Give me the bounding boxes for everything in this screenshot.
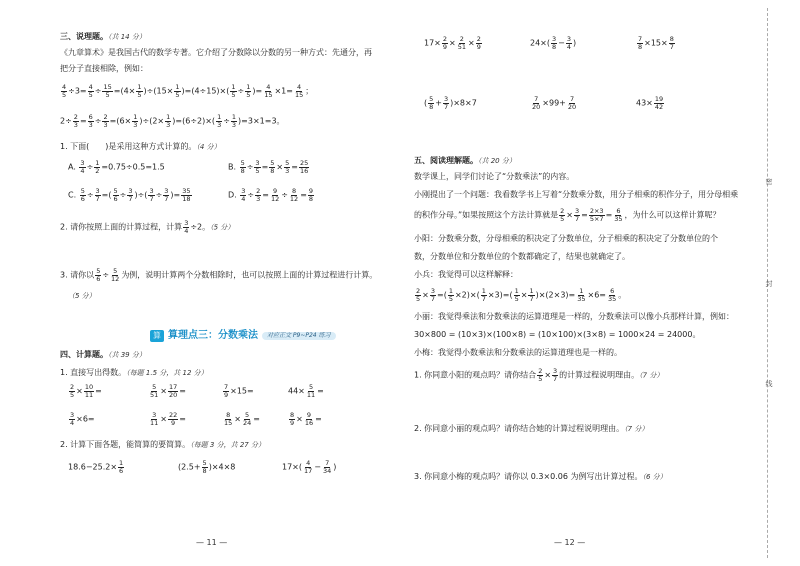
q3-points: （5 分） xyxy=(68,292,96,300)
reading-line: 小阳：分数乘分数，分母相乘的积决定了分数单位，分子相乘的积决定了分数单位的个 xyxy=(414,234,718,243)
page-number: — 12 — xyxy=(554,538,586,547)
direct-item: $\frac{8}{9}$ × $\frac{9}{16}$ = xyxy=(290,411,322,427)
reading-line: 小兵：我觉得可以这样解释： xyxy=(414,270,518,279)
direct-item: 44× $\frac{5}{11}$ = xyxy=(288,383,324,399)
section4-heading: 四、计算题。（共 39 分） xyxy=(60,350,146,359)
banner-icon: 算 xyxy=(150,330,164,342)
section5-heading: 五、阅读理解题。（共 20 分） xyxy=(414,156,516,165)
q2-text: 2. 请你按照上面的计算过程，计算 $\frac{3}{4}$ ÷2。（5 分） xyxy=(60,219,235,235)
option-b: B. $\frac{5}{8}$ ÷ $\frac{3}{5}$ = $\frac{5}{8}$ × $\frac{5}{3}$ = $\frac{25}{16}$ xyxy=(228,159,309,175)
option-d: D. $\frac{3}{4}$ ÷ $\frac{2}{3}$ = $\frac{9}{12}$ ÷ $\frac{8}{12}$ = $\frac{9}{8}$ xyxy=(228,187,314,203)
banner-title: 算理点三：分数乘法 xyxy=(168,330,258,342)
calc-item: (2.5+ $\frac{5}{8}$ )×4×8 xyxy=(178,459,236,475)
right-page xyxy=(400,0,800,566)
page-number: — 11 — xyxy=(196,538,228,547)
direct-item: $\frac{7}{9}$ ×15= xyxy=(224,383,254,399)
margin-mark: 线 xyxy=(765,380,773,387)
section3-heading: 三、说理题。（共 14 分） xyxy=(60,32,146,41)
section-banner xyxy=(150,330,336,342)
reading-line: 小丽：我觉得乘法和分数乘法的运算道理是一样的，分数乘法可以像小兵那样计算，例如： xyxy=(414,312,734,321)
direct-item: $\frac{5}{51}$ × $\frac{17}{20}$ = xyxy=(150,383,186,399)
direct-item: $\frac{8}{15}$ × $\frac{5}{24}$ = xyxy=(224,411,260,427)
calc-item: $\frac{7}{8}$ ×15× $\frac{8}{7}$ xyxy=(638,35,674,51)
reading-line: 数，分数单位和分数单位的个数都确定了，结果也就确定了。 xyxy=(414,252,630,261)
calc-item: 18.6−25.2× $\frac{1}{6}$ xyxy=(68,459,124,475)
s4q1-text: 1. 直接写出得数。（每题 1.5 分，共 12 分） xyxy=(60,368,208,377)
reading-line: 数学课上，同学们讨论了“分数乘法”的内容。 xyxy=(414,172,575,181)
example2: 2÷ $\frac{2}{3}$ = $\frac{6}{3}$ ÷ $\frac{2}{3}$ =(6× $\frac{1}{3}$ )÷(2× $\frac{1}{3}$ )=(6÷2)×( $\frac{1}{3}$ ÷ $\frac{1}{3}$ )=3×1=3。 xyxy=(60,113,285,129)
calc-item: 17× $\frac{2}{9}$ × $\frac{2}{51}$ × $\frac{2}{9}$ xyxy=(424,35,481,51)
reading-line: $\frac{2}{5}$ × $\frac{3}{7}$ =( $\frac{1}{5}$ ×2)×( $\frac{1}{7}$ ×3)=( $\frac{1}{5}$ × $\frac{1}{7}$ )×(2×3)= $\frac{1}{35}$ ×6= $\frac{6}{35}$ 。 xyxy=(416,287,627,303)
option-c: C. $\frac{5}{6}$ ÷ $\frac{3}{7}$ =( $\frac{5}{6}$ ÷ $\frac{3}{7}$ )÷( $\frac{3}{7}$ ÷ $\frac{3}{7}$ )= $\frac{35}{18}$ xyxy=(68,187,191,203)
option-a: A. $\frac{3}{4}$ ÷ $\frac{1}{2}$ =0.75÷0.5=1.5 xyxy=(68,159,165,175)
example1: $\frac{4}{5}$ ÷3= $\frac{4}{5}$ ÷ $\frac{15}{5}$ =(4× $\frac{1}{5}$ )÷(15× $\frac{1}{5}$ )=(4÷15)×( $\frac{1}{5}$ ÷ $\frac{1}{5}$ )= $\frac{4}{15}$ ×1= $\frac{4}{15}$ ； xyxy=(62,83,314,99)
q3-text: 3. 请你以 $\frac{5}{6}$ ÷ $\frac{5}{12}$ 为例，说明计算两个分数相除时，也可以按照上面的计算过程进行计算。 xyxy=(60,267,378,283)
margin-mark: 封 xyxy=(765,280,773,287)
banner-tag: 对应正文 P9~P24 练习 xyxy=(262,332,336,341)
s5q1-text: 1. 你同意小阳的观点吗？请你结合 $\frac{2}{5}$ × $\frac{3}{7}$ 的计算过程说明理由。（7 分） xyxy=(414,367,664,383)
reading-line: 30×800 = (10×3)×(100×8) = (10×100)×(3×8) = 1000×24 = 24000。 xyxy=(414,330,701,339)
q1-text: 1. 下面( )是采用这种方式计算的。（4 分） xyxy=(60,142,221,151)
calc-item: ( $\frac{5}{8}$ + $\frac{3}{7}$ )×8×7 xyxy=(424,95,477,111)
intro-line1: 《九章算术》是我国古代的数学专著。它介绍了分数除以分数的另一种方式：先通分，再 xyxy=(60,48,372,57)
s5q2-text: 2. 你同意小丽的观点吗？请你结合她的计算过程说明理由。（7 分） xyxy=(414,424,649,433)
direct-item: $\frac{2}{5}$ × $\frac{10}{11}$ = xyxy=(70,383,102,399)
reading-line: 小梅：我觉得小数乘法和分数乘法的运算道理也是一样的。 xyxy=(414,348,622,357)
direct-item: $\frac{3}{11}$ × $\frac{22}{9}$ = xyxy=(150,411,186,427)
direct-item: $\frac{3}{4}$ ×6= xyxy=(70,411,95,427)
calc-item: 43× $\frac{19}{42}$ xyxy=(636,95,664,111)
margin-mark: 密 xyxy=(765,178,773,185)
intro-line2: 把分子直接相除，例如： xyxy=(60,64,148,73)
calc-item: $\frac{7}{20}$ ×99+ $\frac{7}{20}$ xyxy=(532,95,577,111)
calc-item: 17×( $\frac{4}{17}$ − $\frac{7}{34}$ ) xyxy=(282,459,337,475)
reading-line: 小刚提出了一个问题：我看数学书上写着“分数乘分数，用分子相乘的积作分子，用分母相乘 xyxy=(414,190,739,199)
reading-line: 的积作分母。”如果按照这个方法计算就是 $\frac{2}{5}$ × $\frac{3}{7}$ = $\frac{2\times 3}{5\times 7}$ = $\frac{6}{35}$ ，为什么可以这样计算呢？ xyxy=(414,207,721,223)
calc-item: 24×( $\frac{3}{8}$ − $\frac{3}{4}$ ) xyxy=(530,35,577,51)
s5q3-text: 3. 你同意小梅的观点吗？请你以 0.3×0.06 为例写出计算过程。（6 分） xyxy=(414,472,667,481)
s4q2-text: 2. 计算下面各题，能简算的要简算。（每题 3 分，共 27 分） xyxy=(60,440,265,449)
